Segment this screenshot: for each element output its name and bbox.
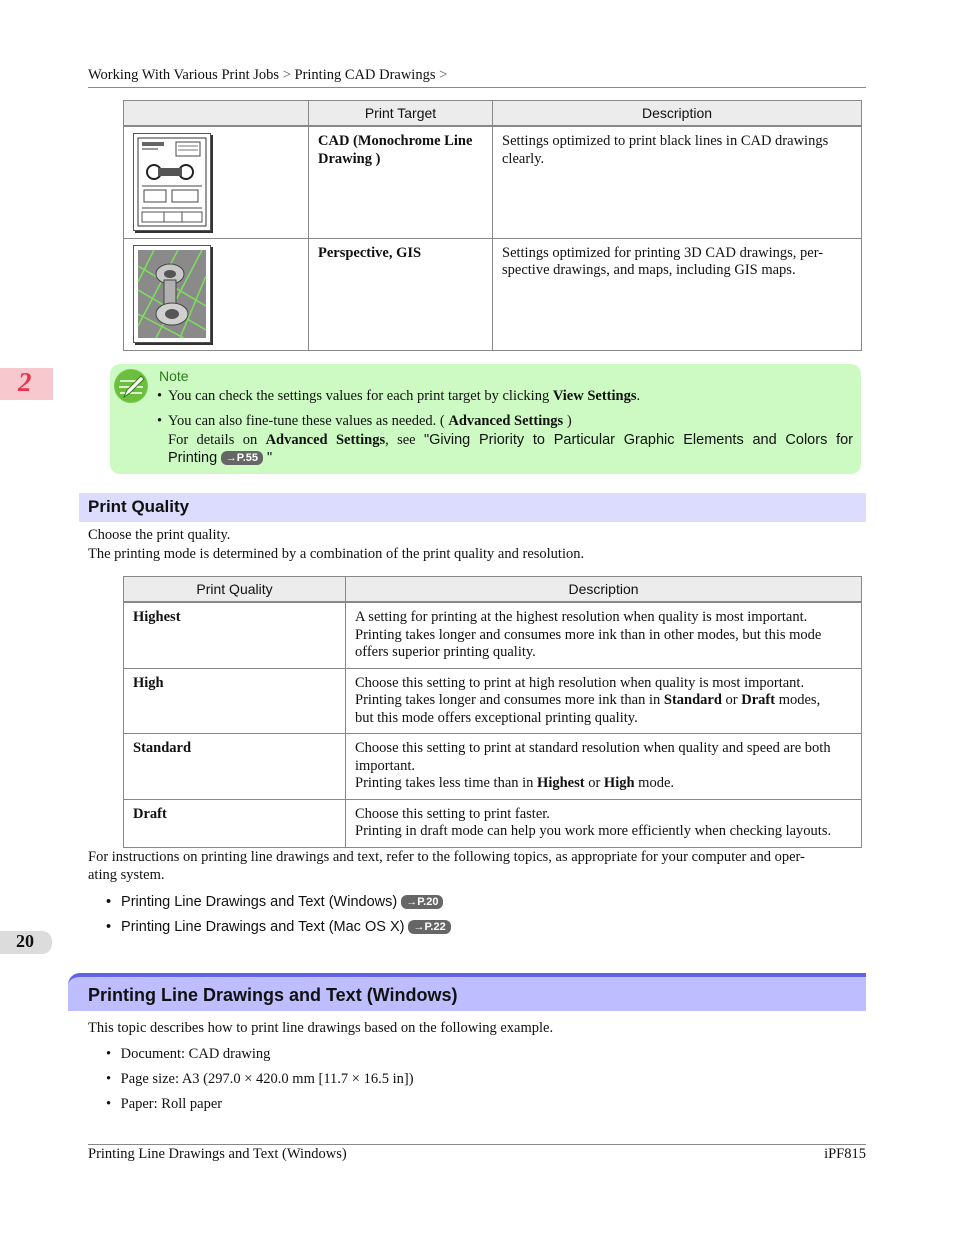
description-line: important. [355, 757, 416, 774]
description-line: Printing in draft mode can help you work more efficiently when checking layouts. [355, 823, 832, 839]
table-cell-description [346, 602, 862, 668]
table-cell-quality [124, 602, 346, 668]
chapter-tab [0, 368, 53, 400]
note-text: You can also fine-tune these values as needed. ( [168, 413, 449, 429]
footer-rule [88, 1144, 866, 1145]
quality-label: Standard [133, 740, 192, 756]
table-header: Print Target [309, 101, 493, 127]
table-header-blank [124, 101, 309, 127]
thumbnail-cell [124, 238, 309, 350]
print-target-label: Perspective, GIS [318, 244, 422, 261]
ui-term: Draft [741, 692, 776, 708]
perspective-gis-icon [134, 246, 210, 342]
bullet: • [106, 1096, 112, 1112]
quality-label: Highest [133, 609, 181, 625]
description-line: but this mode offers exceptional printing quality. [355, 709, 638, 726]
bullet: • [157, 388, 163, 404]
thumbnail-cell [124, 126, 309, 238]
table-row [124, 602, 862, 668]
description-text: or [584, 775, 604, 791]
description-line: Choose this setting to print at standard resolution when quality and speed are both [355, 740, 831, 756]
ui-term: Highest [537, 775, 585, 791]
bullet: • [106, 1046, 112, 1062]
footer-model: iPF815 [824, 1146, 866, 1162]
note-text: For details on [168, 432, 266, 448]
paragraph: For instructions on printing line drawings and text, refer to the following topics, as appropriate for your computer and oper- [88, 849, 805, 865]
table-header: Print Quality [124, 577, 346, 603]
description-line: offers superior printing quality. [355, 644, 536, 660]
ui-term: Advanced Settings [265, 432, 386, 448]
table-cell-quality [124, 734, 346, 800]
breadcrumb-item[interactable]: Working With Various Print Jobs [88, 67, 280, 83]
paragraph: Choose the print quality. [88, 527, 231, 543]
table-cell-target [309, 238, 493, 350]
list-item-text: Document: CAD drawing [120, 1046, 271, 1062]
note-pencil-icon [114, 369, 148, 403]
description-text: Printing takes less time than in [355, 775, 538, 791]
cross-reference-link[interactable]: "Giving Priority to Particular Graphic Elements and Colors for [423, 432, 854, 448]
table-header: Description [493, 101, 862, 127]
cross-reference-link[interactable]: Printing [168, 450, 218, 466]
table-row [124, 238, 862, 350]
table-cell-quality [124, 668, 346, 734]
page-reference-badge[interactable]: →P.55 [221, 451, 263, 465]
ui-term: Advanced Settings [448, 413, 564, 429]
topic-link-item [106, 919, 451, 935]
table-row [124, 734, 862, 800]
table-row [124, 668, 862, 734]
page-number: 20 [16, 931, 34, 951]
table-header: Description [346, 577, 862, 603]
note-text: ) [563, 413, 572, 429]
note-text: , see [385, 432, 424, 448]
bullet: • [157, 413, 163, 429]
description-line: Choose this setting to print faster. [355, 805, 550, 822]
breadcrumb-separator: > [282, 67, 291, 83]
note-text: You can check the settings values for each print target by clicking [168, 388, 553, 404]
table-cell-quality [124, 799, 346, 847]
bullet: • [106, 894, 112, 910]
note-text: . [636, 388, 641, 404]
perspective-gis-thumbnail [133, 245, 211, 343]
page-reference-badge[interactable]: →P.22 [408, 920, 450, 934]
description-text: mode. [634, 775, 675, 791]
description-line [355, 775, 852, 793]
list-item [106, 1071, 414, 1088]
page-reference-badge[interactable]: →P.20 [401, 895, 443, 909]
bullet: • [106, 919, 112, 935]
table-cell-description [346, 734, 862, 800]
topic-link[interactable]: Printing Line Drawings and Text (Windows) [121, 894, 398, 910]
breadcrumb [88, 67, 447, 84]
chapter-number: 2 [18, 367, 32, 397]
section-title: Print Quality [88, 497, 190, 516]
cad-drawing-thumbnail [133, 133, 211, 231]
table-header-row [124, 101, 862, 127]
table-row [124, 126, 862, 238]
footer-title: Printing Line Drawings and Text (Windows) [88, 1146, 347, 1162]
list-item-text: Paper: Roll paper [120, 1096, 223, 1112]
topic-heading [68, 973, 866, 1011]
table-cell-description [346, 799, 862, 847]
table-header-row [124, 577, 862, 603]
note-text: " [263, 450, 273, 466]
topic-link[interactable]: Printing Line Drawings and Text (Mac OS X) [121, 919, 405, 935]
cad-drawing-icon [134, 134, 210, 230]
quality-label: Draft [133, 805, 167, 822]
ui-term: View Settings [552, 388, 637, 404]
note-item [157, 412, 572, 430]
print-quality-table [123, 576, 862, 848]
list-item-text: Page size: A3 (297.0 × 420.0 mm [11.7 × 16.5 in]) [120, 1071, 414, 1087]
description-line: Printing takes longer and consumes more ink than in other modes, but this mode [355, 626, 822, 643]
description-text: Printing takes longer and consumes more ink than in [355, 692, 664, 708]
topic-title: Printing Line Drawings and Text (Windows) [88, 985, 458, 1005]
table-cell-description [346, 668, 862, 734]
note-item [157, 387, 640, 405]
bullet: • [106, 1071, 112, 1087]
list-item [106, 1046, 270, 1063]
print-target-table [123, 100, 862, 351]
page-number-tab [0, 931, 52, 954]
paragraph: The printing mode is determined by a combination of the print quality and resolution. [88, 546, 585, 562]
topic-link-item [106, 894, 443, 910]
note-title: Note [159, 368, 189, 384]
paragraph: ating system. [88, 867, 165, 883]
header-rule [88, 87, 866, 88]
description-text: modes, [775, 692, 821, 708]
breadcrumb-separator: > [439, 67, 448, 83]
ui-term: Standard [663, 692, 722, 708]
paragraph: This topic describes how to print line drawings based on the following example. [88, 1020, 554, 1036]
list-item [106, 1096, 222, 1113]
description-line: Choose this setting to print at high resolution when quality is most important. [355, 674, 805, 691]
print-target-label: CAD (Monochrome Line Drawing ) [318, 133, 473, 167]
breadcrumb-item[interactable]: Printing CAD Drawings [294, 67, 436, 83]
table-cell-description: Settings optimized for printing 3D CAD drawings, per- spective drawings, and maps, including GIS maps. [493, 238, 862, 350]
ui-term: High [603, 775, 635, 791]
table-cell-target [309, 126, 493, 238]
table-row [124, 799, 862, 847]
table-cell-description: Settings optimized to print black lines in CAD drawings clearly. [493, 126, 862, 238]
note-item-continued [168, 431, 853, 449]
quality-label: High [133, 674, 164, 691]
description-line [355, 692, 852, 710]
description-text: or [721, 692, 742, 708]
note-item-continued [168, 449, 272, 467]
description-line: A setting for printing at the highest resolution when quality is most important. [355, 609, 808, 625]
section-heading [79, 493, 866, 522]
